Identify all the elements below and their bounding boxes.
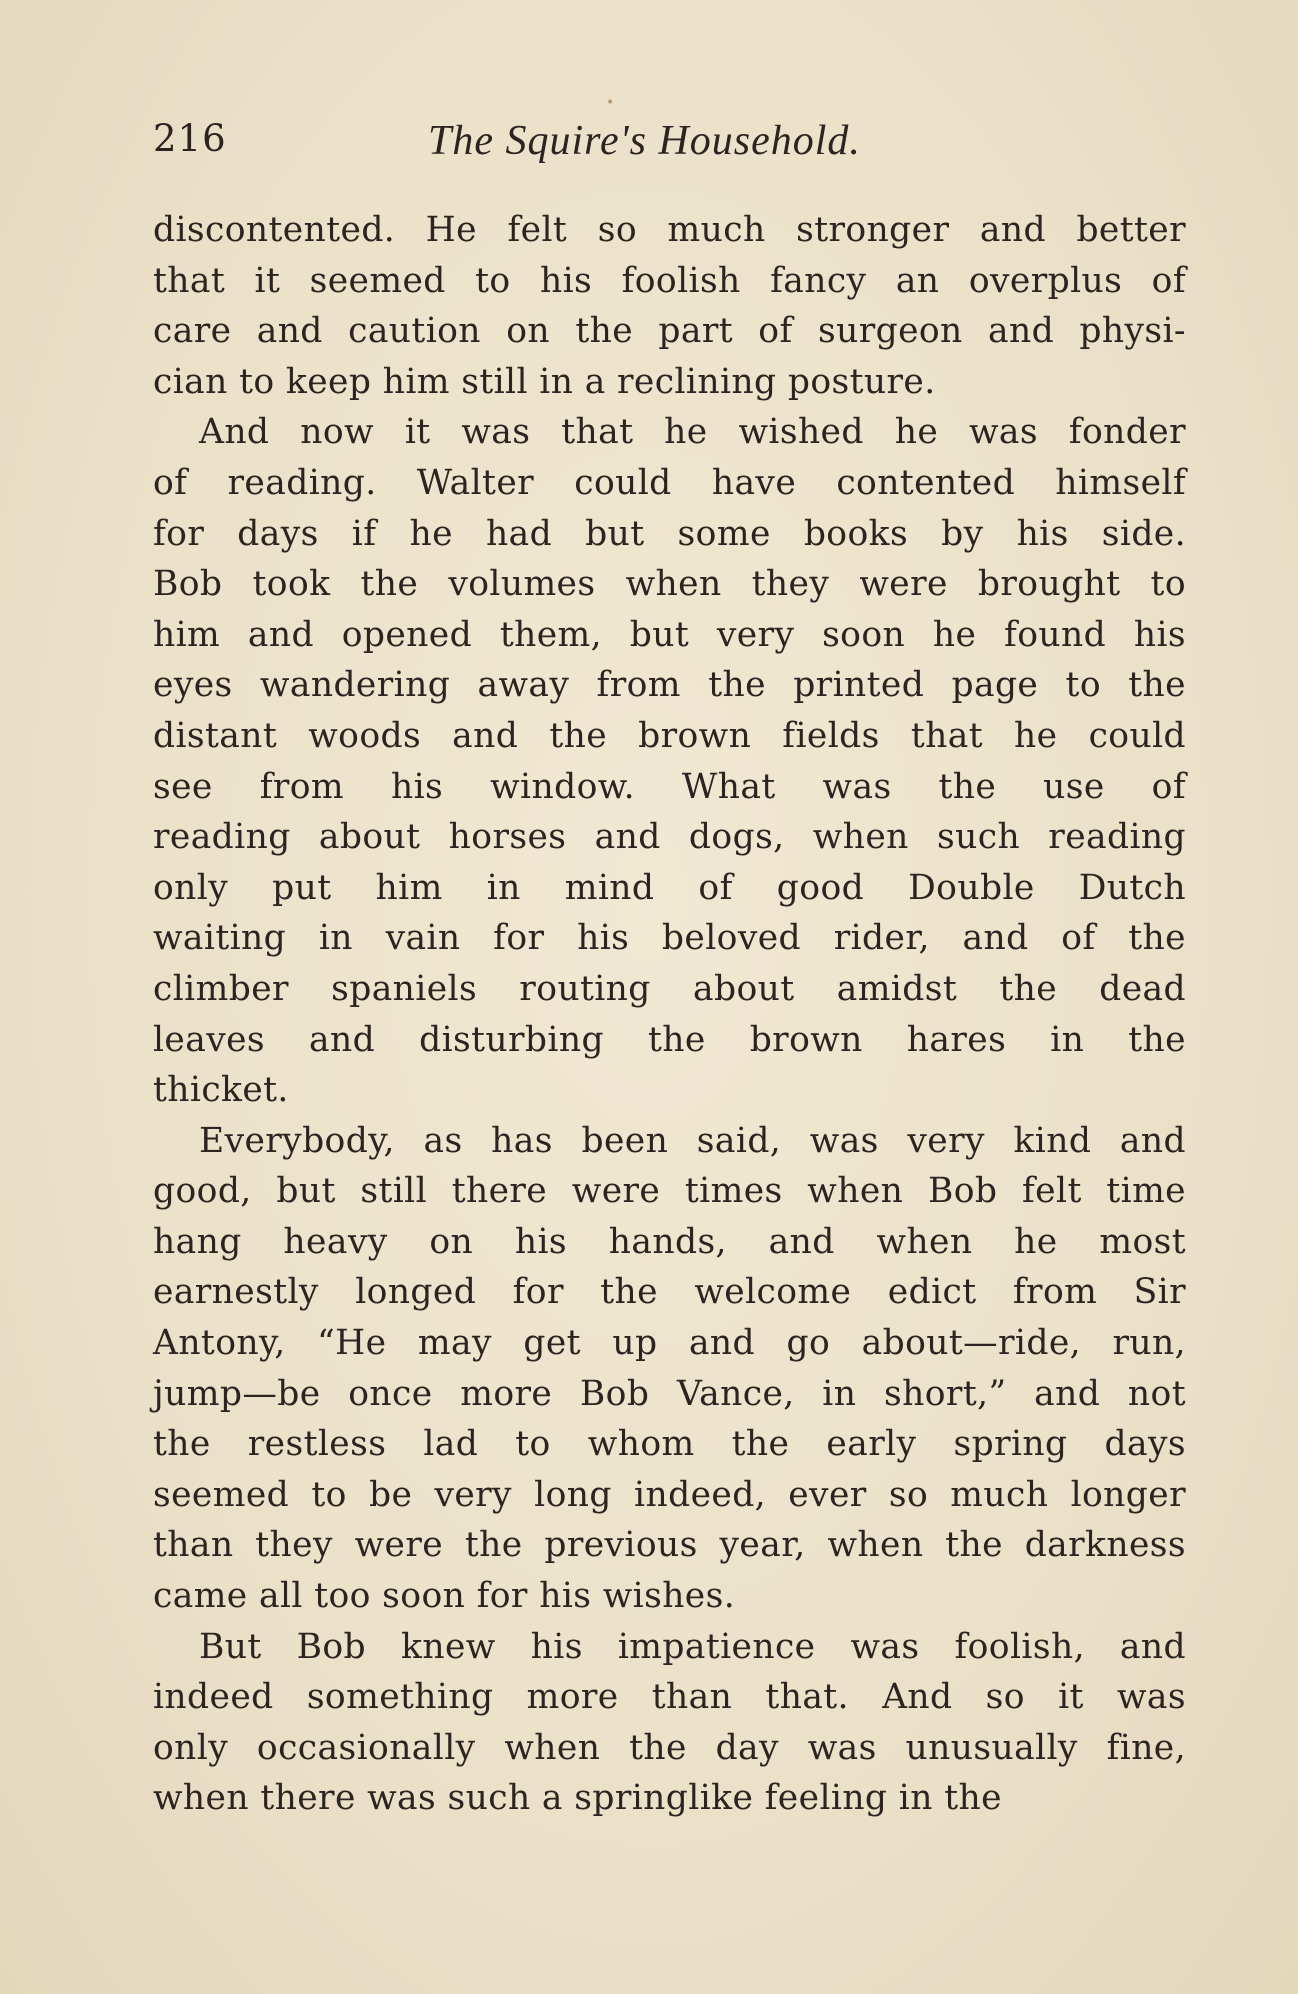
running-title: The Squire's Household. [428, 118, 861, 164]
text-line: thicket. [153, 1070, 289, 1111]
text-line: him and opened them, but very soon he found his [153, 614, 1186, 655]
text-line: seemed to be very long indeed, ever so much longer [153, 1474, 1186, 1515]
text-line: indeed something more than that. And so it was [153, 1677, 1186, 1718]
text-line: that it seemed to his foolish fancy an overplus of [153, 260, 1186, 301]
text-line: came all too soon for his wishes. [153, 1576, 736, 1617]
text-line: reading about horses and dogs, when such reading [153, 817, 1186, 858]
text-line: see from his window. What was the use of [153, 766, 1186, 807]
paragraph [153, 205, 1186, 407]
text-line: Bob took the volumes when they were brought to [153, 564, 1186, 605]
text-line: care and caution on the part of surgeon and physi- [153, 311, 1186, 352]
text-line: jump—be once more Bob Vance, in short,” and not [153, 1373, 1186, 1414]
paragraph [153, 1622, 1186, 1824]
body-text [153, 205, 1186, 1824]
text-line: Antony, “He may get up and go about—ride, run, [153, 1323, 1186, 1364]
text-line: And now it was that he wished he was fonder [199, 412, 1186, 453]
text-line: of reading. Walter could have contented himself [153, 462, 1186, 503]
paragraph [153, 407, 1186, 1115]
printer-mark: • [606, 95, 615, 111]
text-line: climber spaniels routing about amidst the dead [153, 968, 1186, 1009]
page-header [153, 95, 1183, 177]
text-line: good, but still there were times when Bob felt time [153, 1171, 1186, 1212]
text-line: the restless lad to whom the early spring days [153, 1424, 1186, 1465]
text-line: distant woods and the brown fields that he could [153, 715, 1186, 756]
text-line: cian to keep him still in a reclining posture. [153, 361, 936, 402]
text-line: than they were the previous year, when the darkness [153, 1525, 1186, 1566]
text-line: earnestly longed for the welcome edict from Sir [153, 1272, 1186, 1313]
text-line: when there was such a springlike feeling in the [153, 1778, 1002, 1819]
text-line: for days if he had but some books by his side. [153, 513, 1186, 554]
text-line: only occasionally when the day was unusually fine, [153, 1727, 1186, 1768]
text-line: eyes wandering away from the printed page to the [153, 665, 1186, 706]
text-line: discontented. He felt so much stronger and better [153, 210, 1186, 250]
paragraph [153, 1116, 1186, 1622]
text-line: But Bob knew his impatience was foolish, and [199, 1626, 1186, 1667]
text-line: hang heavy on his hands, and when he most [153, 1221, 1186, 1262]
text-line: leaves and disturbing the brown hares in the [153, 1019, 1186, 1060]
text-line: Everybody, as has been said, was very kind and [199, 1120, 1186, 1161]
text-line: waiting in vain for his beloved rider, and of the [153, 918, 1186, 959]
page-number: 216 [153, 117, 227, 160]
text-line: only put him in mind of good Double Dutch [153, 867, 1186, 908]
